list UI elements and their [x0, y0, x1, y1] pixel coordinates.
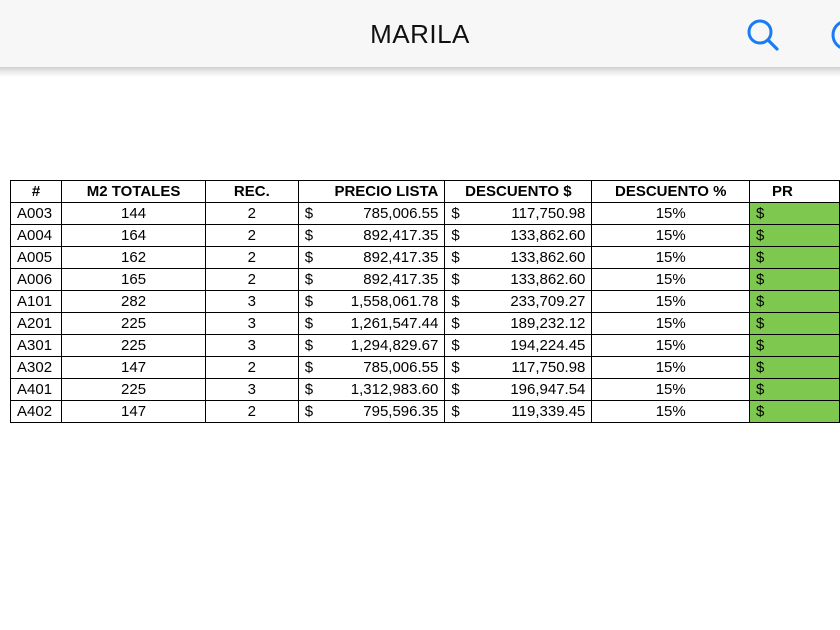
cell-m2[interactable]: 144 — [62, 203, 206, 225]
column-header-descuento-pct: DESCUENTO % — [592, 181, 750, 203]
currency-symbol: $ — [304, 226, 314, 244]
table-row[interactable] — [11, 335, 840, 357]
cell-precio-final[interactable] — [750, 247, 840, 269]
cell-rec[interactable]: 2 — [205, 357, 298, 379]
cell-descuento-pct[interactable]: 15% — [592, 247, 750, 269]
currency-symbol: $ — [304, 270, 314, 288]
cell-descuento[interactable] — [445, 335, 592, 357]
amount: 189,232.12 — [510, 314, 586, 332]
cell-rec[interactable]: 3 — [205, 291, 298, 313]
cell-m2[interactable]: 164 — [62, 225, 206, 247]
cell-m2[interactable]: 225 — [62, 313, 206, 335]
cell-precio-lista[interactable] — [298, 313, 445, 335]
cell-precio-lista[interactable] — [298, 203, 445, 225]
table-row[interactable] — [11, 269, 840, 291]
amount: 785,006.55 — [363, 204, 439, 222]
currency-symbol: $ — [451, 226, 460, 244]
cell-descuento[interactable] — [445, 203, 592, 225]
amount: 233,709.27 — [510, 292, 586, 310]
cell-descuento-pct[interactable]: 15% — [592, 291, 750, 313]
cell-precio-final[interactable] — [750, 357, 840, 379]
amount: 892,417.35 — [363, 226, 439, 244]
amount: 892,417.35 — [363, 270, 439, 288]
cell-precio-lista[interactable] — [298, 247, 445, 269]
cell-precio-final[interactable] — [750, 379, 840, 401]
currency-symbol: $ — [451, 204, 460, 222]
cell-precio-lista[interactable] — [298, 379, 445, 401]
cell-precio-final[interactable] — [750, 269, 840, 291]
cell-rec[interactable]: 2 — [205, 269, 298, 291]
cell-id[interactable]: A201 — [11, 313, 62, 335]
cell-id[interactable]: A101 — [11, 291, 62, 313]
cell-id[interactable]: A003 — [11, 203, 62, 225]
cell-precio-lista[interactable] — [298, 335, 445, 357]
cell-rec[interactable]: 3 — [205, 313, 298, 335]
table-row[interactable] — [11, 203, 840, 225]
cell-id[interactable]: A006 — [11, 269, 62, 291]
currency-symbol: $ — [304, 380, 314, 398]
currency-symbol: $ — [304, 402, 314, 420]
cell-descuento[interactable] — [445, 401, 592, 423]
cell-id[interactable]: A401 — [11, 379, 62, 401]
cell-descuento[interactable] — [445, 313, 592, 335]
table-row[interactable] — [11, 247, 840, 269]
cell-precio-final[interactable] — [750, 401, 840, 423]
cell-rec[interactable]: 2 — [205, 247, 298, 269]
table-row[interactable] — [11, 379, 840, 401]
cell-descuento-pct[interactable]: 15% — [592, 225, 750, 247]
cell-m2[interactable]: 225 — [62, 335, 206, 357]
currency-symbol: $ — [451, 270, 460, 288]
currency-symbol: $ — [451, 292, 460, 310]
cell-precio-lista[interactable] — [298, 401, 445, 423]
cell-m2[interactable]: 147 — [62, 401, 206, 423]
amount: 117,750.98 — [511, 204, 586, 222]
table-row[interactable] — [11, 291, 840, 313]
spreadsheet[interactable] — [10, 180, 840, 426]
cell-precio-final[interactable] — [750, 203, 840, 225]
amount: 119,339.45 — [511, 402, 586, 420]
currency-symbol: $ — [756, 226, 765, 244]
document-title: MARILA — [370, 19, 470, 49]
currency-symbol: $ — [756, 270, 765, 288]
cell-descuento-pct[interactable]: 15% — [592, 401, 750, 423]
cell-descuento-pct[interactable]: 15% — [592, 313, 750, 335]
search-icon[interactable] — [744, 16, 782, 54]
currency-symbol: $ — [304, 358, 314, 376]
currency-symbol: $ — [451, 402, 460, 420]
amount: 1,558,061.78 — [350, 292, 439, 310]
currency-symbol: $ — [756, 380, 765, 398]
column-header-rec: REC. — [205, 181, 298, 203]
cell-rec[interactable]: 3 — [205, 379, 298, 401]
currency-symbol: $ — [451, 314, 460, 332]
currency-symbol: $ — [451, 380, 460, 398]
cell-descuento-pct[interactable]: 15% — [592, 379, 750, 401]
column-header-precio-final: PR — [750, 181, 840, 203]
cell-descuento[interactable] — [445, 379, 592, 401]
table-row[interactable] — [11, 313, 840, 335]
cell-m2[interactable]: 162 — [62, 247, 206, 269]
cell-m2[interactable]: 165 — [62, 269, 206, 291]
currency-symbol: $ — [304, 292, 314, 310]
amount: 133,862.60 — [510, 226, 586, 244]
amount: 892,417.35 — [363, 248, 439, 266]
amount: 1,261,547.44 — [350, 314, 439, 332]
currency-symbol: $ — [304, 314, 314, 332]
nav-divider — [0, 67, 840, 77]
amount: 133,862.60 — [510, 270, 586, 288]
cell-descuento-pct[interactable]: 15% — [592, 203, 750, 225]
cell-rec[interactable]: 2 — [205, 401, 298, 423]
cell-precio-lista[interactable] — [298, 225, 445, 247]
cell-precio-lista[interactable] — [298, 357, 445, 379]
currency-symbol: $ — [451, 336, 460, 354]
amount: 196,947.54 — [510, 380, 586, 398]
currency-symbol: $ — [304, 204, 314, 222]
column-header-precio: PRECIO LISTA — [298, 181, 445, 203]
cell-descuento[interactable] — [445, 225, 592, 247]
cell-id[interactable]: A402 — [11, 401, 62, 423]
table-row[interactable] — [11, 401, 840, 423]
cell-descuento-pct[interactable]: 15% — [592, 269, 750, 291]
column-header-id: # — [11, 181, 62, 203]
cell-rec[interactable]: 3 — [205, 335, 298, 357]
currency-symbol: $ — [756, 358, 765, 376]
currency-symbol: $ — [756, 292, 765, 310]
cell-precio-lista[interactable] — [298, 269, 445, 291]
amount: 133,862.60 — [510, 248, 586, 266]
cell-precio-final[interactable] — [750, 291, 840, 313]
more-icon[interactable] — [828, 16, 840, 54]
currency-symbol: $ — [756, 336, 765, 354]
amount: 194,224.45 — [510, 336, 586, 354]
cell-precio-lista[interactable] — [298, 291, 445, 313]
navigation-bar — [0, 0, 840, 67]
cell-descuento[interactable] — [445, 291, 592, 313]
cell-descuento[interactable] — [445, 269, 592, 291]
header-row — [11, 181, 840, 203]
currency-symbol: $ — [451, 248, 460, 266]
column-header-descuento: DESCUENTO $ — [445, 181, 592, 203]
amount: 795,596.35 — [363, 402, 439, 420]
amount: 1,312,983.60 — [350, 380, 439, 398]
cell-descuento-pct[interactable]: 15% — [592, 357, 750, 379]
currency-symbol: $ — [304, 248, 314, 266]
cell-descuento-pct[interactable]: 15% — [592, 335, 750, 357]
cell-precio-final[interactable] — [750, 335, 840, 357]
currency-symbol: $ — [451, 358, 460, 376]
cell-id[interactable]: A005 — [11, 247, 62, 269]
currency-symbol: $ — [304, 336, 314, 354]
cell-precio-final[interactable] — [750, 313, 840, 335]
cell-m2[interactable]: 225 — [62, 379, 206, 401]
cell-m2[interactable]: 282 — [62, 291, 206, 313]
column-header-m2: M2 TOTALES — [62, 181, 206, 203]
currency-symbol: $ — [756, 204, 765, 222]
table-body — [11, 203, 840, 423]
table-row[interactable] — [11, 225, 840, 247]
cell-id[interactable]: A301 — [11, 335, 62, 357]
table-row[interactable] — [11, 357, 840, 379]
cell-descuento[interactable] — [445, 357, 592, 379]
cell-m2[interactable]: 147 — [62, 357, 206, 379]
amount: 785,006.55 — [363, 358, 439, 376]
cell-rec[interactable]: 2 — [205, 203, 298, 225]
cell-rec[interactable]: 2 — [205, 225, 298, 247]
cell-id[interactable]: A004 — [11, 225, 62, 247]
currency-symbol: $ — [756, 402, 765, 420]
amount: 117,750.98 — [511, 358, 586, 376]
currency-symbol: $ — [756, 314, 765, 332]
currency-symbol: $ — [756, 248, 765, 266]
cell-id[interactable]: A302 — [11, 357, 62, 379]
price-table — [10, 180, 840, 423]
cell-descuento[interactable] — [445, 247, 592, 269]
cell-precio-final[interactable] — [750, 225, 840, 247]
amount: 1,294,829.67 — [350, 336, 439, 354]
